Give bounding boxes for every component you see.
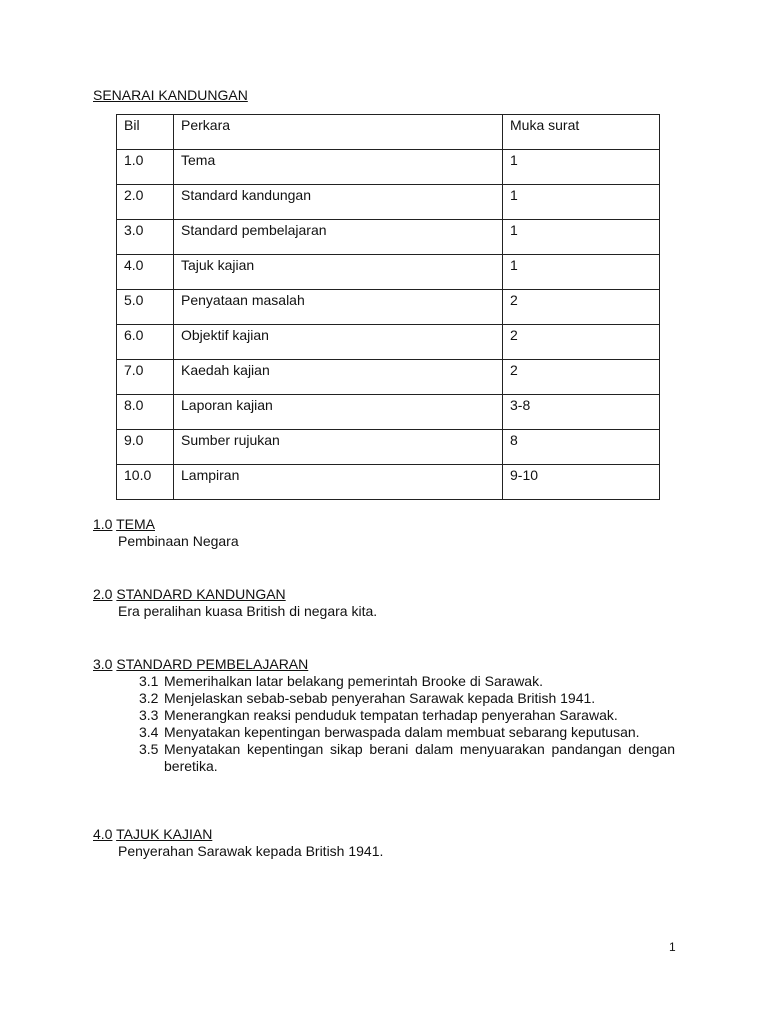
toc-cell-muka-surat: 2 — [503, 360, 660, 395]
section-standard-kandungan — [93, 586, 377, 620]
section-body: Pembinaan Negara — [118, 533, 239, 549]
toc-cell-bil: 3.0 — [117, 220, 174, 255]
toc-cell-bil: 1.0 — [117, 150, 174, 185]
toc-row — [117, 290, 660, 325]
toc-cell-bil: 5.0 — [117, 290, 174, 325]
list-item — [139, 673, 675, 690]
section-number: 4.0 — [93, 826, 113, 842]
toc-cell-bil: 6.0 — [117, 325, 174, 360]
toc-cell-bil: 8.0 — [117, 395, 174, 430]
toc-cell-muka-surat: 9-10 — [503, 465, 660, 500]
toc-row — [117, 255, 660, 290]
section-tema — [93, 516, 239, 550]
toc-cell-perkara: Penyataan masalah — [174, 290, 503, 325]
toc-cell-perkara: Kaedah kajian — [174, 360, 503, 395]
toc-cell-muka-surat: 2 — [503, 325, 660, 360]
list-item-number: 3.2 — [139, 690, 159, 706]
section-standard-pembelajaran — [93, 656, 308, 673]
toc-cell-bil: 7.0 — [117, 360, 174, 395]
list-item-text: Menyatakan kepentingan sikap berani dalam menyuarakan pandangan dengan beretika. — [164, 741, 675, 774]
list-item — [139, 724, 675, 741]
toc-cell-perkara: Tema — [174, 150, 503, 185]
toc-cell-perkara: Objektif kajian — [174, 325, 503, 360]
toc-row — [117, 395, 660, 430]
toc-cell-perkara: Laporan kajian — [174, 395, 503, 430]
toc-cell-muka-surat: 1 — [503, 185, 660, 220]
toc-header-muka-surat: Muka surat — [503, 115, 660, 150]
toc-cell-perkara: Lampiran — [174, 465, 503, 500]
toc-header-row — [117, 115, 660, 150]
section-body: Penyerahan Sarawak kepada British 1941. — [118, 843, 384, 859]
toc-row — [117, 465, 660, 500]
section-tajuk-kajian — [93, 826, 383, 860]
toc-cell-muka-surat: 1 — [503, 150, 660, 185]
list-item-text: Memerihalkan latar belakang pemerintah Brooke di Sarawak. — [164, 673, 543, 689]
list-item-text: Menyatakan kepentingan berwaspada dalam membuat sebarang keputusan. — [164, 724, 640, 740]
toc-row — [117, 360, 660, 395]
toc-row — [117, 150, 660, 185]
toc-cell-bil: 4.0 — [117, 255, 174, 290]
section-title: STANDARD KANDUNGAN — [116, 586, 286, 602]
list-item-text: Menjelaskan sebab-sebab penyerahan Sarawak kepada British 1941. — [164, 690, 596, 706]
section-title: STANDARD PEMBELAJARAN — [116, 656, 309, 672]
toc-row — [117, 430, 660, 465]
toc-title: SENARAI KANDUNGAN — [93, 87, 248, 103]
section-title: TAJUK KAJIAN — [116, 826, 213, 842]
section-heading — [93, 586, 377, 603]
list-item-text: Menerangkan reaksi penduduk tempatan terhadap penyerahan Sarawak. — [164, 707, 618, 723]
toc-row — [117, 325, 660, 360]
toc-cell-perkara: Tajuk kajian — [174, 255, 503, 290]
toc-header-perkara: Perkara — [174, 115, 503, 150]
toc-cell-perkara: Sumber rujukan — [174, 430, 503, 465]
toc-cell-bil: 9.0 — [117, 430, 174, 465]
section-heading — [93, 826, 383, 843]
page-number: 1 — [669, 940, 676, 954]
toc-cell-bil: 10.0 — [117, 465, 174, 500]
toc-row — [117, 220, 660, 255]
list-item — [139, 741, 675, 775]
toc-table — [116, 114, 660, 500]
section-number: 3.0 — [93, 656, 113, 672]
toc-row — [117, 185, 660, 220]
learning-standards-list — [139, 673, 675, 775]
list-item-number: 3.3 — [139, 707, 159, 723]
section-title: TEMA — [116, 516, 155, 532]
section-heading — [93, 656, 308, 673]
toc-cell-muka-surat: 2 — [503, 290, 660, 325]
toc-cell-muka-surat: 8 — [503, 430, 660, 465]
list-item-number: 3.5 — [139, 741, 159, 757]
list-item — [139, 690, 675, 707]
toc-cell-muka-surat: 1 — [503, 255, 660, 290]
toc-cell-bil: 2.0 — [117, 185, 174, 220]
toc-cell-perkara: Standard kandungan — [174, 185, 503, 220]
list-item-number: 3.1 — [139, 673, 159, 689]
toc-cell-perkara: Standard pembelajaran — [174, 220, 503, 255]
section-heading — [93, 516, 239, 533]
section-number: 1.0 — [93, 516, 113, 532]
list-item — [139, 707, 675, 724]
list-item-number: 3.4 — [139, 724, 159, 740]
toc-cell-muka-surat: 3-8 — [503, 395, 660, 430]
toc-header-bil: Bil — [117, 115, 174, 150]
section-number: 2.0 — [93, 586, 113, 602]
section-body: Era peralihan kuasa British di negara kita. — [118, 603, 378, 619]
toc-cell-muka-surat: 1 — [503, 220, 660, 255]
